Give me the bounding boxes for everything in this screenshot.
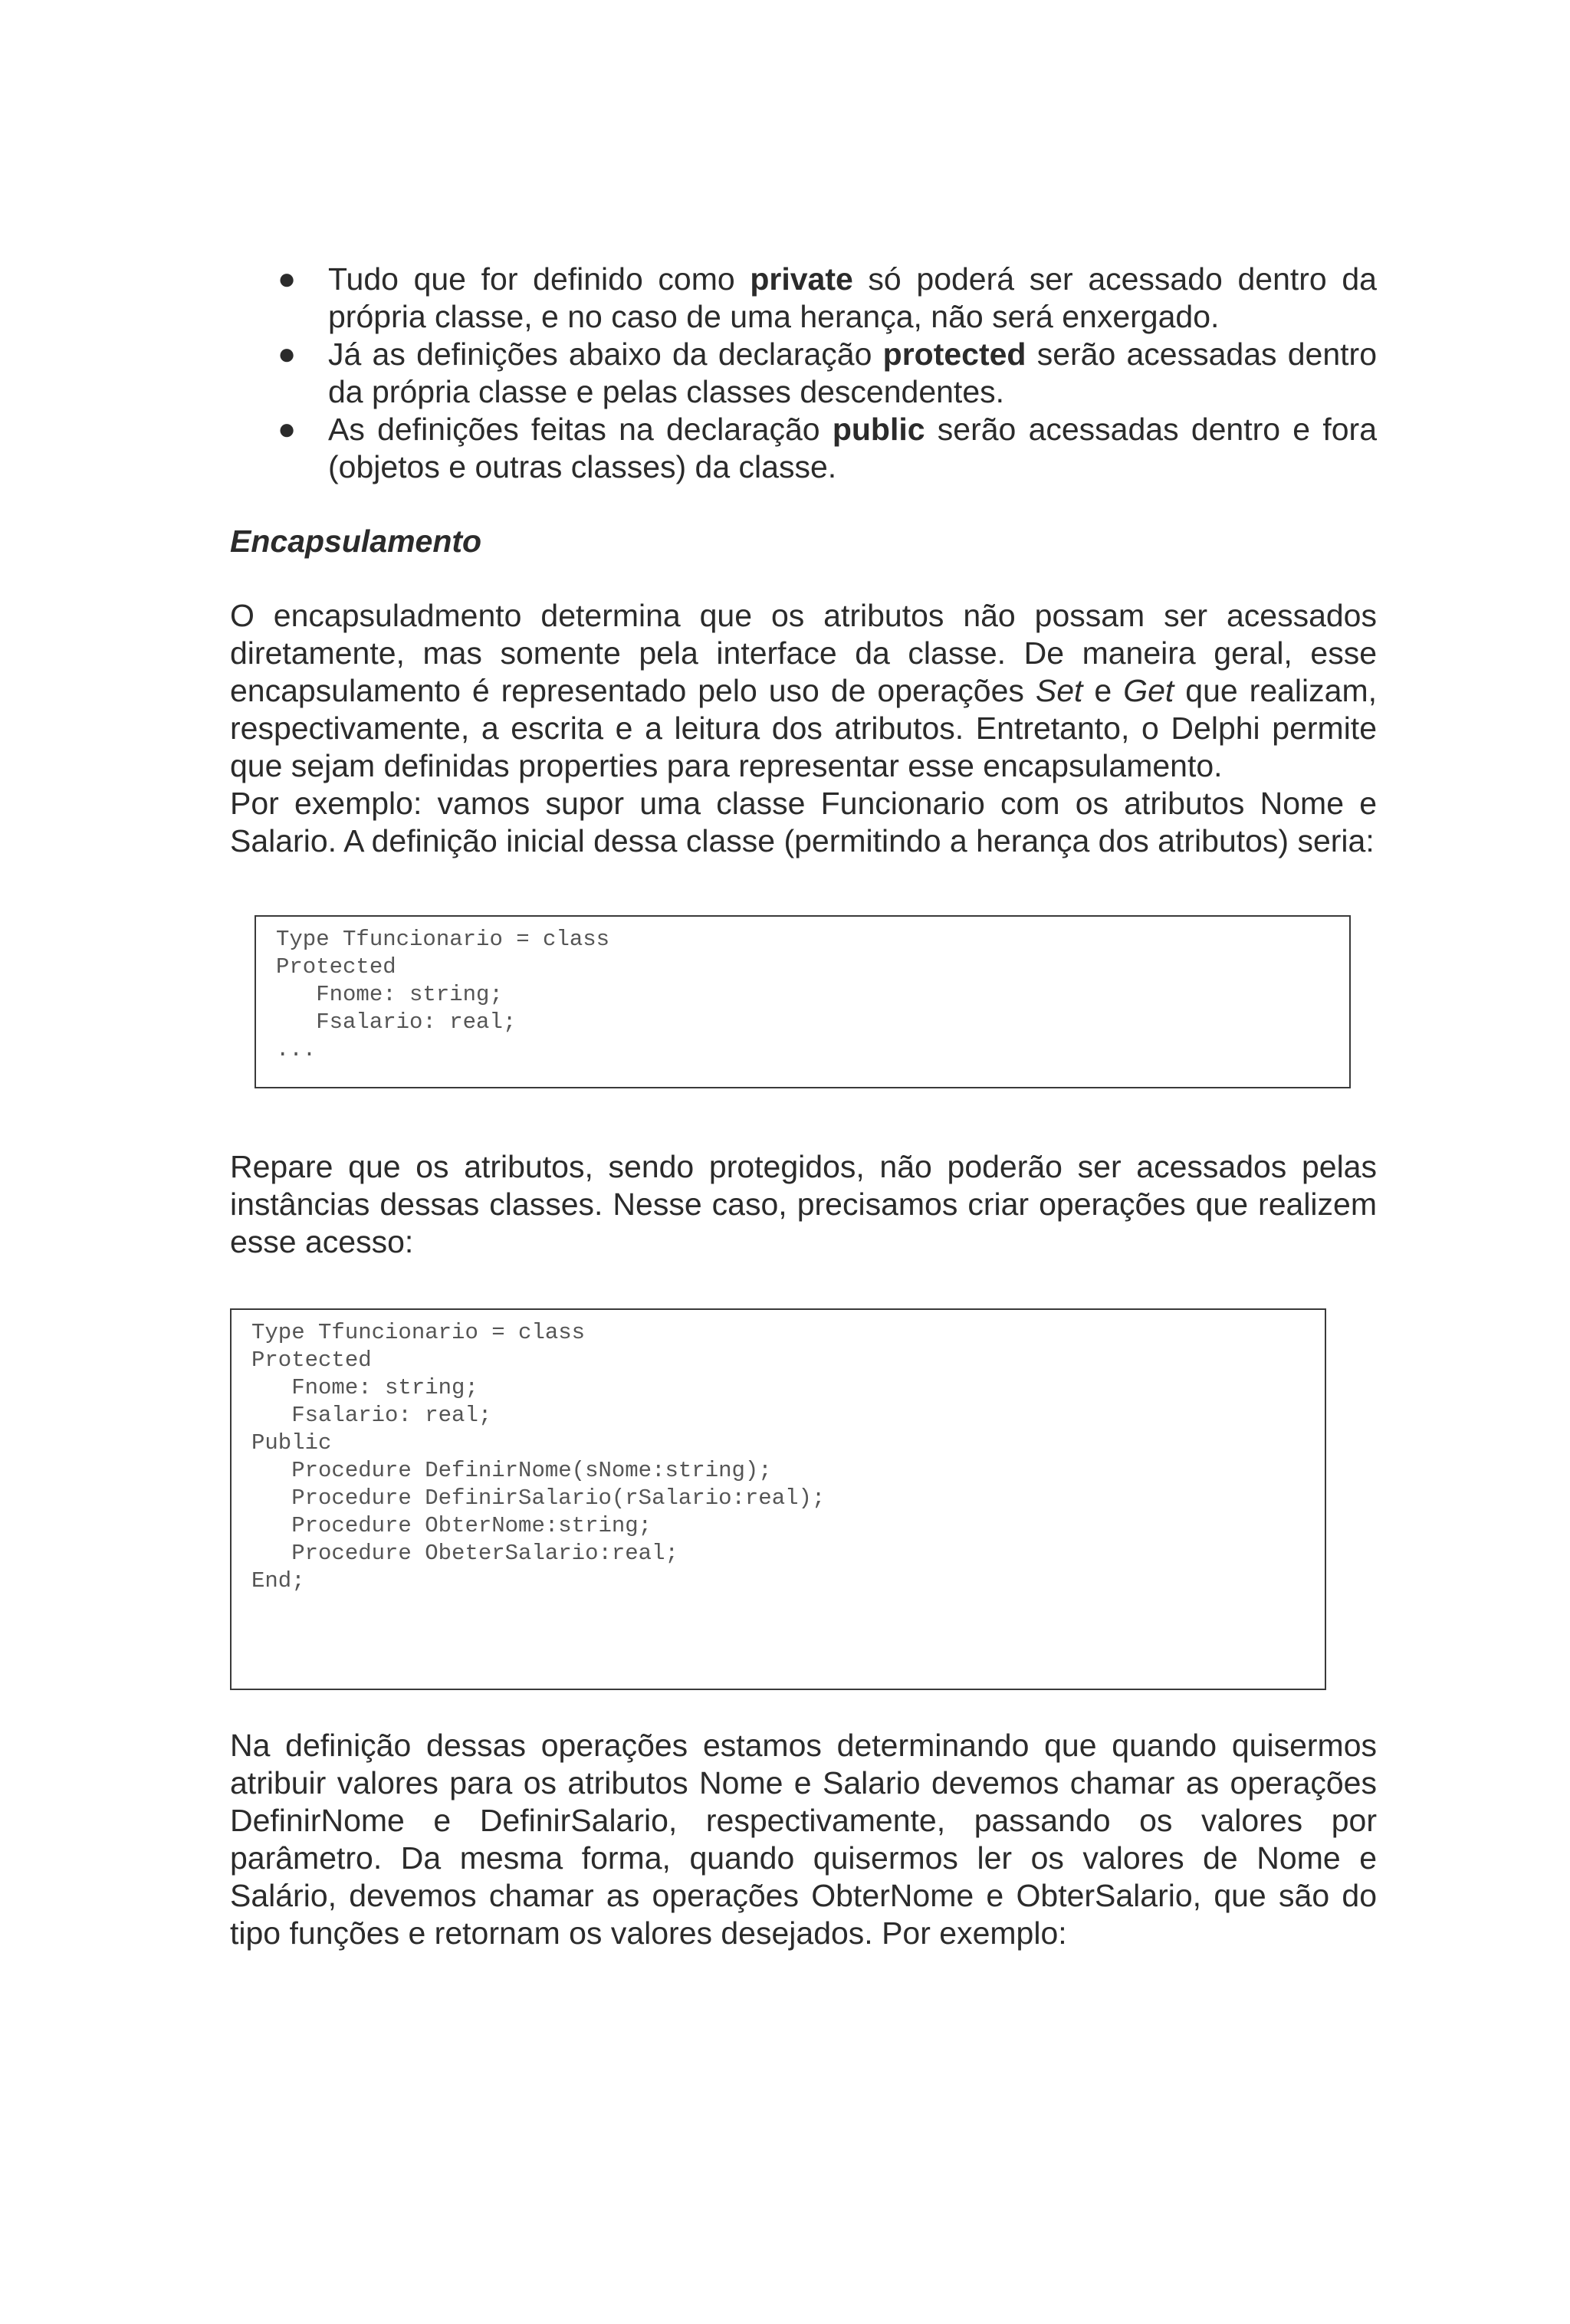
- code-line: Procedure DefinirSalario(rSalario:real);: [251, 1485, 826, 1511]
- list-item-private: [230, 261, 1377, 336]
- code-line: End;: [251, 1568, 305, 1594]
- term-set: Set: [1035, 673, 1083, 708]
- paragraph-text: e: [1082, 673, 1124, 708]
- code-line: Protected: [251, 1347, 372, 1373]
- list-item-text: serão acessadas dentro e fora (objetos e outras classes) da classe.: [328, 412, 1377, 484]
- code-line: Fnome: string;: [276, 982, 503, 1007]
- list-item-text: As definições feitas na declaração: [328, 412, 833, 447]
- list-item-protected: [230, 336, 1377, 411]
- document-page: [230, 261, 1377, 1952]
- code-line: Type Tfuncionario = class: [251, 1320, 586, 1345]
- code-block-class-definition: [255, 915, 1351, 1088]
- section-title: Encapsulamento: [230, 524, 482, 559]
- keyword-private: private: [750, 261, 853, 297]
- term-get: Get: [1123, 673, 1174, 708]
- list-item-text: Já as definições abaixo da declaração: [328, 336, 883, 372]
- bullet-icon: ●: [278, 262, 297, 296]
- paragraph-operations: Na definição dessas operações estamos determinando que quando quisermos atribuir valores para os atributos Nome e Salario devemos chamar as operações DefinirNome e DefinirSalario, respectivamente, passando os valores por parâmetro. Da mesma forma, quando quisermos ler os valores de Nome e Salário, devemos chamar as operações ObterNome e ObterSalario, que são do tipo funções e retornam os valores desejados. Por exemplo:: [230, 1728, 1377, 1951]
- code-line: Type Tfuncionario = class: [276, 927, 610, 952]
- paragraph-encapsulation: [230, 597, 1377, 785]
- paragraph-example: Por exemplo: vamos supor uma classe Funcionario com os atributos Nome e Salario. A definição inicial dessa classe (permitindo a herança dos atributos) seria:: [230, 786, 1377, 858]
- access-levels-list: [230, 261, 1377, 486]
- bullet-icon: ●: [278, 337, 297, 371]
- code-line: Procedure ObterNome:string;: [251, 1513, 652, 1538]
- bullet-icon: ●: [278, 412, 297, 446]
- code-line: Public: [251, 1430, 332, 1456]
- code-line: Procedure DefinirNome(sNome:string);: [251, 1458, 772, 1483]
- code-line: Fnome: string;: [251, 1375, 478, 1400]
- keyword-public: public: [832, 412, 925, 447]
- list-item-text: serão acessadas dentro da própria classe e pelas classes descendentes.: [328, 336, 1378, 409]
- code-line: Fsalario: real;: [276, 1009, 517, 1035]
- list-item-text: Tudo que for definido como: [328, 261, 751, 297]
- code-line: Procedure ObeterSalario:real;: [251, 1541, 678, 1566]
- code-line: ...: [276, 1037, 317, 1062]
- list-item-text: só poderá ser acessado dentro da própria classe, e no caso de uma herança, não será enxergado.: [328, 261, 1377, 334]
- paragraph-protected-note: Repare que os atributos, sendo protegidos, não poderão ser acessados pelas instâncias dessas classes. Nesse caso, precisamos criar operações que realizem esse acesso:: [230, 1149, 1377, 1259]
- code-line: Protected: [276, 954, 396, 980]
- paragraph-text: que realizam, respectivamente, a escrita e a leitura dos atributos. Entretanto, o Delphi permite que sejam definidas properties para representar esse encapsulamento.: [230, 673, 1377, 783]
- keyword-protected: protected: [882, 336, 1026, 372]
- list-item-public: [230, 411, 1377, 486]
- code-block-class-with-methods: [230, 1308, 1326, 1690]
- paragraph-text: O encapsuladmento determina que os atributos não possam ser acessados diretamente, mas somente pela interface da classe. De maneira geral, esse encapsulamento é representado pelo uso de operações: [230, 598, 1377, 708]
- code-line: Fsalario: real;: [251, 1403, 492, 1428]
